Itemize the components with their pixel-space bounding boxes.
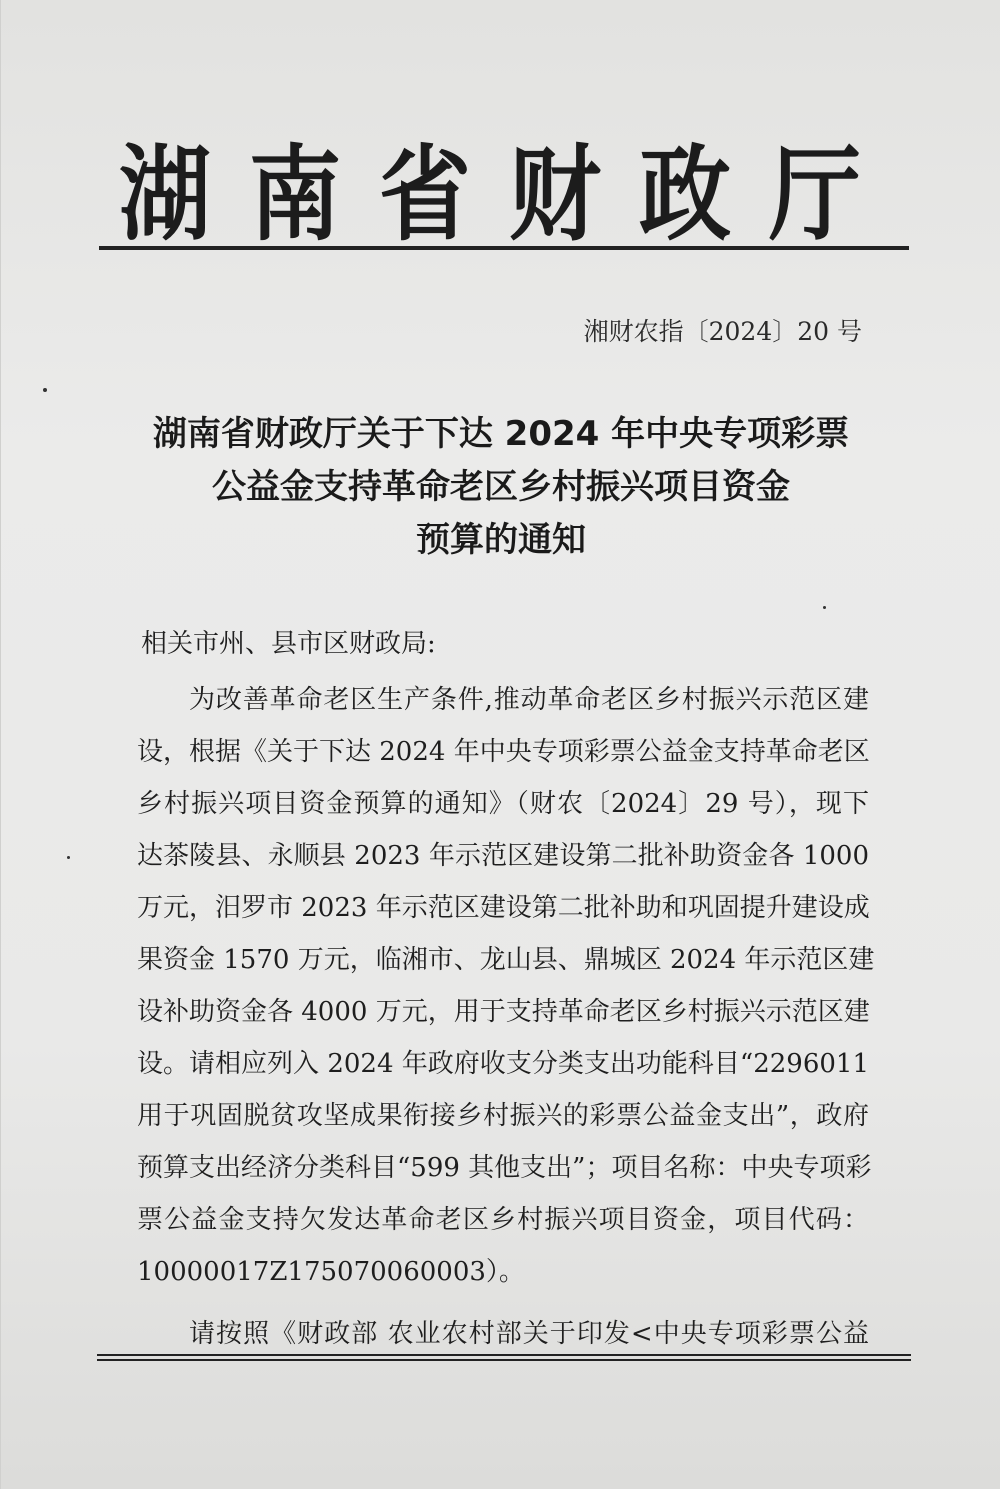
- paragraph-line: 设补助资金各 4000 万元，用于支持革命老区乡村振兴示范区建: [137, 997, 870, 1027]
- letterhead-rule: [99, 246, 909, 250]
- paragraph-line: 乡村振兴项目资金预算的通知》（财农〔2024〕29 号），现下: [137, 789, 869, 819]
- paragraph-line: 票公益金支持欠发达革命老区乡村振兴项目资金，项目代码：: [137, 1205, 869, 1235]
- paragraph-line: 达茶陵县、永顺县 2023 年示范区建设第二批补助资金各 1000: [137, 841, 869, 871]
- paragraph-line: 10000017Z175070060003）。: [137, 1257, 525, 1287]
- paragraph-gap: [137, 1298, 869, 1308]
- salutation: 相关市州、县市区财政局:: [141, 629, 436, 659]
- paragraph-line: 果资金 1570 万元，临湘市、龙山县、鼎城区 2024 年示范区建: [137, 945, 875, 975]
- paragraph-line: 设，根据《关于下达 2024 年中央专项彩票公益金支持革命老区: [137, 737, 870, 767]
- heading-line: 预算的通知: [416, 520, 586, 560]
- paper-speck: [823, 606, 826, 609]
- heading-line: 湖南省财政厅关于下达 2024 年中央专项彩票: [152, 414, 850, 454]
- body-text: [137, 674, 875, 1360]
- heading-line: 公益金支持革命老区乡村振兴项目资金: [212, 467, 790, 507]
- letterhead-title: 湖南省财政厅: [119, 134, 900, 255]
- document-number: 湘财农指〔2024〕20 号: [583, 317, 862, 346]
- paragraph-line: 设。请相应列入 2024 年政府收支分类支出功能科目“2296011: [137, 1049, 869, 1079]
- paragraph-line: 用于巩固脱贫攻坚成果衔接乡村振兴的彩票公益金支出”，政府: [137, 1101, 869, 1131]
- paragraph-line: 请按照《财政部 农业农村部关于印发<中央专项彩票公益: [189, 1319, 869, 1349]
- paragraph-line: 万元，汨罗市 2023 年示范区建设第二批补助和巩固提升建设成: [137, 893, 870, 923]
- paper-speck: [43, 388, 47, 392]
- paper-speck: [67, 856, 70, 859]
- paragraph-line: 预算支出经济分类科目“599 其他支出”；项目名称：中央专项彩: [137, 1153, 872, 1183]
- document-heading: [101, 408, 901, 567]
- paragraph-line: 为改善革命老区生产条件,推动革命老区乡村振兴示范区建: [189, 685, 869, 715]
- footer-rule: [97, 1354, 911, 1361]
